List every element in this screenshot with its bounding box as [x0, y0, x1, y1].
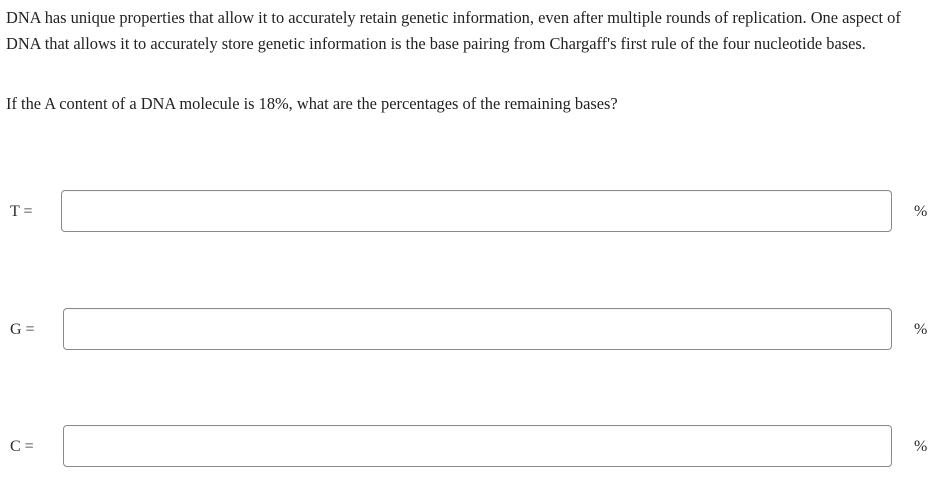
percent-unit-t: %: [914, 203, 928, 220]
percent-unit-c: %: [914, 438, 928, 455]
answer-row-c: [0, 425, 937, 469]
answer-label-g: G =: [10, 321, 35, 338]
t-percent-input[interactable]: [61, 190, 892, 232]
percent-unit-g: %: [914, 321, 928, 338]
question-text: DNA has unique properties that allow it to accurately retain genetic information, even after multiple rounds of replication. One aspect of DNA that allows it to accurately store genetic information is the base pairing from Chargaff's first rule of the four nucleotide bases.: [6, 8, 901, 53]
answer-label-t: T =: [10, 203, 33, 220]
c-percent-input[interactable]: [63, 425, 892, 467]
g-percent-input[interactable]: [63, 308, 892, 350]
answer-label-c: C =: [10, 438, 34, 455]
answer-row-g: [0, 308, 937, 352]
question-prompt: If the A content of a DNA molecule is 18%, what are the percentages of the remaining bases?: [6, 94, 618, 113]
answer-row-t: [0, 190, 937, 234]
